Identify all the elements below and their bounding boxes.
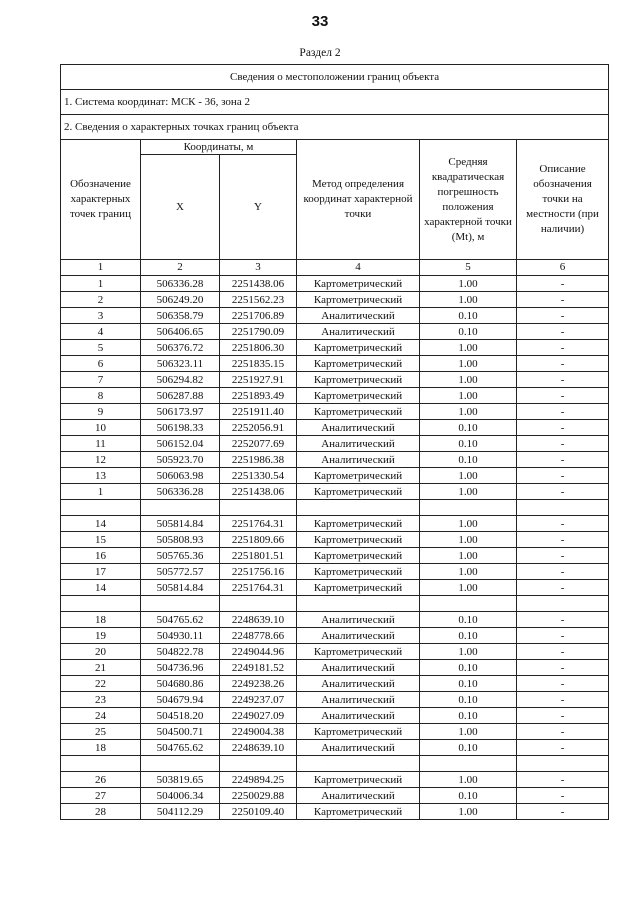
error-cell: 0.10 xyxy=(420,436,517,452)
description-cell: - xyxy=(517,628,609,644)
coord-system: 1. Система координат: МСК - 36, зона 2 xyxy=(61,90,609,115)
description-cell: - xyxy=(517,468,609,484)
empty-cell xyxy=(420,500,517,516)
empty-cell xyxy=(297,756,420,772)
description-cell: - xyxy=(517,708,609,724)
method-cell: Аналитический xyxy=(297,308,420,324)
y-cell: 2251438.06 xyxy=(220,484,297,500)
point-id-cell: 27 xyxy=(61,788,141,804)
empty-cell xyxy=(141,500,220,516)
point-id-cell: 5 xyxy=(61,340,141,356)
description-cell: - xyxy=(517,564,609,580)
point-id-cell: 7 xyxy=(61,372,141,388)
empty-cell xyxy=(141,596,220,612)
page-number: 33 xyxy=(311,13,329,30)
y-cell: 2249237.07 xyxy=(220,692,297,708)
error-cell: 1.00 xyxy=(420,468,517,484)
group-separator-row xyxy=(61,596,609,612)
table-row xyxy=(61,804,609,820)
method-cell: Аналитический xyxy=(297,324,420,340)
empty-cell xyxy=(420,596,517,612)
y-cell: 2251790.09 xyxy=(220,324,297,340)
point-id-cell: 26 xyxy=(61,772,141,788)
table-row xyxy=(61,324,609,340)
y-cell: 2252077.69 xyxy=(220,436,297,452)
table-row xyxy=(61,788,609,804)
table-row xyxy=(61,372,609,388)
x-cell: 504765.62 xyxy=(141,740,220,756)
error-cell: 0.10 xyxy=(420,692,517,708)
empty-cell xyxy=(420,756,517,772)
description-cell: - xyxy=(517,372,609,388)
description-cell: - xyxy=(517,692,609,708)
group-separator-row xyxy=(61,500,609,516)
x-cell: 503819.65 xyxy=(141,772,220,788)
method-cell: Картометрический xyxy=(297,404,420,420)
x-cell: 505923.70 xyxy=(141,452,220,468)
error-cell: 1.00 xyxy=(420,356,517,372)
error-cell: 1.00 xyxy=(420,516,517,532)
table-row xyxy=(61,660,609,676)
x-cell: 504112.29 xyxy=(141,804,220,820)
x-cell: 504736.96 xyxy=(141,660,220,676)
x-cell: 504679.94 xyxy=(141,692,220,708)
empty-cell xyxy=(297,500,420,516)
x-cell: 504930.11 xyxy=(141,628,220,644)
error-cell: 0.10 xyxy=(420,452,517,468)
error-cell: 1.00 xyxy=(420,772,517,788)
method-cell: Картометрический xyxy=(297,548,420,564)
point-id-cell: 3 xyxy=(61,308,141,324)
y-cell: 2251330.54 xyxy=(220,468,297,484)
empty-cell xyxy=(517,500,609,516)
point-id-cell: 1 xyxy=(61,484,141,500)
point-id-cell: 19 xyxy=(61,628,141,644)
error-cell: 1.00 xyxy=(420,548,517,564)
table-row xyxy=(61,340,609,356)
x-cell: 505814.84 xyxy=(141,516,220,532)
error-cell: 0.10 xyxy=(420,420,517,436)
x-cell: 505765.36 xyxy=(141,548,220,564)
error-cell: 0.10 xyxy=(420,324,517,340)
empty-cell xyxy=(297,596,420,612)
description-cell: - xyxy=(517,788,609,804)
description-cell: - xyxy=(517,324,609,340)
y-cell: 2251806.30 xyxy=(220,340,297,356)
description-cell: - xyxy=(517,772,609,788)
empty-cell xyxy=(517,756,609,772)
table-row xyxy=(61,548,609,564)
error-cell: 0.10 xyxy=(420,308,517,324)
x-cell: 505808.93 xyxy=(141,532,220,548)
table-row xyxy=(61,420,609,436)
column-number: 3 xyxy=(220,260,297,276)
table-row xyxy=(61,532,609,548)
x-cell: 506152.04 xyxy=(141,436,220,452)
table-row xyxy=(61,644,609,660)
point-id-cell: 15 xyxy=(61,532,141,548)
x-cell: 506323.11 xyxy=(141,356,220,372)
table-row xyxy=(61,516,609,532)
x-cell: 506336.28 xyxy=(141,484,220,500)
y-cell: 2248639.10 xyxy=(220,612,297,628)
table-row xyxy=(61,292,609,308)
point-id-cell: 18 xyxy=(61,740,141,756)
x-cell: 504680.86 xyxy=(141,676,220,692)
description-cell: - xyxy=(517,404,609,420)
point-id-cell: 23 xyxy=(61,692,141,708)
table-body xyxy=(61,276,609,820)
method-cell: Картометрический xyxy=(297,516,420,532)
group-separator-row xyxy=(61,756,609,772)
x-cell: 504822.78 xyxy=(141,644,220,660)
y-cell: 2251986.38 xyxy=(220,452,297,468)
method-cell: Аналитический xyxy=(297,420,420,436)
points-heading: 2. Сведения о характерных точках границ объекта xyxy=(61,115,609,140)
table-row xyxy=(61,452,609,468)
description-cell: - xyxy=(517,724,609,740)
error-cell: 0.10 xyxy=(420,708,517,724)
y-cell: 2252056.91 xyxy=(220,420,297,436)
y-cell: 2251809.66 xyxy=(220,532,297,548)
description-cell: - xyxy=(517,356,609,372)
x-cell: 505772.57 xyxy=(141,564,220,580)
method-cell: Картометрический xyxy=(297,372,420,388)
y-cell: 2251911.40 xyxy=(220,404,297,420)
point-id-cell: 17 xyxy=(61,564,141,580)
description-cell: - xyxy=(517,660,609,676)
point-id-cell: 11 xyxy=(61,436,141,452)
column-number: 1 xyxy=(61,260,141,276)
point-id-cell: 10 xyxy=(61,420,141,436)
header-error: Средняя квадратическая погрешность положения характерной точки (Mt), м xyxy=(420,140,517,260)
table-row xyxy=(61,564,609,580)
description-cell: - xyxy=(517,740,609,756)
point-id-cell: 8 xyxy=(61,388,141,404)
empty-cell xyxy=(141,756,220,772)
empty-cell xyxy=(61,756,141,772)
table-row xyxy=(61,612,609,628)
y-cell: 2250109.40 xyxy=(220,804,297,820)
x-cell: 506287.88 xyxy=(141,388,220,404)
error-cell: 1.00 xyxy=(420,532,517,548)
empty-cell xyxy=(220,596,297,612)
description-cell: - xyxy=(517,644,609,660)
header-description: Описание обозначения точки на местности (при наличии) xyxy=(517,140,609,260)
x-cell: 504500.71 xyxy=(141,724,220,740)
y-cell: 2251927.91 xyxy=(220,372,297,388)
x-cell: 504006.34 xyxy=(141,788,220,804)
table-row xyxy=(61,692,609,708)
empty-cell xyxy=(61,596,141,612)
error-cell: 1.00 xyxy=(420,564,517,580)
table-row xyxy=(61,676,609,692)
point-id-cell: 21 xyxy=(61,660,141,676)
x-cell: 504765.62 xyxy=(141,612,220,628)
description-cell: - xyxy=(517,548,609,564)
table-row xyxy=(61,308,609,324)
y-cell: 2249238.26 xyxy=(220,676,297,692)
description-cell: - xyxy=(517,452,609,468)
point-id-cell: 24 xyxy=(61,708,141,724)
method-cell: Аналитический xyxy=(297,692,420,708)
method-cell: Картометрический xyxy=(297,804,420,820)
x-cell: 504518.20 xyxy=(141,708,220,724)
point-id-cell: 4 xyxy=(61,324,141,340)
x-cell: 506336.28 xyxy=(141,276,220,292)
column-number: 6 xyxy=(517,260,609,276)
error-cell: 1.00 xyxy=(420,804,517,820)
error-cell: 0.10 xyxy=(420,676,517,692)
y-cell: 2251835.15 xyxy=(220,356,297,372)
method-cell: Картометрический xyxy=(297,276,420,292)
error-cell: 1.00 xyxy=(420,724,517,740)
error-cell: 0.10 xyxy=(420,788,517,804)
point-id-cell: 9 xyxy=(61,404,141,420)
error-cell: 0.10 xyxy=(420,612,517,628)
header-designation: Обозначение характерных точек границ xyxy=(61,140,141,260)
method-cell: Аналитический xyxy=(297,628,420,644)
error-cell: 1.00 xyxy=(420,404,517,420)
column-number: 2 xyxy=(141,260,220,276)
error-cell: 1.00 xyxy=(420,292,517,308)
table-row xyxy=(61,740,609,756)
method-cell: Аналитический xyxy=(297,708,420,724)
empty-cell xyxy=(220,500,297,516)
table-row xyxy=(61,436,609,452)
x-cell: 506249.20 xyxy=(141,292,220,308)
method-cell: Картометрический xyxy=(297,644,420,660)
method-cell: Картометрический xyxy=(297,388,420,404)
method-cell: Картометрический xyxy=(297,484,420,500)
y-cell: 2249044.96 xyxy=(220,644,297,660)
method-cell: Аналитический xyxy=(297,436,420,452)
description-cell: - xyxy=(517,292,609,308)
point-id-cell: 2 xyxy=(61,292,141,308)
table-row xyxy=(61,724,609,740)
description-cell: - xyxy=(517,340,609,356)
point-id-cell: 13 xyxy=(61,468,141,484)
error-cell: 1.00 xyxy=(420,580,517,596)
description-cell: - xyxy=(517,676,609,692)
table-row xyxy=(61,628,609,644)
x-cell: 505814.84 xyxy=(141,580,220,596)
point-id-cell: 16 xyxy=(61,548,141,564)
description-cell: - xyxy=(517,276,609,292)
description-cell: - xyxy=(517,532,609,548)
point-id-cell: 25 xyxy=(61,724,141,740)
table-row xyxy=(61,356,609,372)
point-id-cell: 12 xyxy=(61,452,141,468)
y-cell: 2249027.09 xyxy=(220,708,297,724)
column-number: 4 xyxy=(297,260,420,276)
header-x: X xyxy=(141,155,220,260)
point-id-cell: 14 xyxy=(61,516,141,532)
table-row xyxy=(61,388,609,404)
method-cell: Аналитический xyxy=(297,788,420,804)
x-cell: 506173.97 xyxy=(141,404,220,420)
y-cell: 2250029.88 xyxy=(220,788,297,804)
y-cell: 2251764.31 xyxy=(220,580,297,596)
y-cell: 2249894.25 xyxy=(220,772,297,788)
y-cell: 2251438.06 xyxy=(220,276,297,292)
error-cell: 1.00 xyxy=(420,644,517,660)
method-cell: Аналитический xyxy=(297,740,420,756)
y-cell: 2251756.16 xyxy=(220,564,297,580)
column-number: 5 xyxy=(420,260,517,276)
method-cell: Аналитический xyxy=(297,660,420,676)
y-cell: 2248639.10 xyxy=(220,740,297,756)
method-cell: Аналитический xyxy=(297,676,420,692)
method-cell: Картометрический xyxy=(297,580,420,596)
description-cell: - xyxy=(517,388,609,404)
method-cell: Картометрический xyxy=(297,724,420,740)
point-id-cell: 28 xyxy=(61,804,141,820)
description-cell: - xyxy=(517,612,609,628)
y-cell: 2251706.89 xyxy=(220,308,297,324)
x-cell: 506198.33 xyxy=(141,420,220,436)
x-cell: 506358.79 xyxy=(141,308,220,324)
y-cell: 2249004.38 xyxy=(220,724,297,740)
empty-cell xyxy=(220,756,297,772)
point-id-cell: 14 xyxy=(61,580,141,596)
method-cell: Картометрический xyxy=(297,468,420,484)
table-row xyxy=(61,484,609,500)
x-cell: 506063.98 xyxy=(141,468,220,484)
point-id-cell: 1 xyxy=(61,276,141,292)
header-y: Y xyxy=(220,155,297,260)
method-cell: Картометрический xyxy=(297,340,420,356)
method-cell: Картометрический xyxy=(297,772,420,788)
header-coordinates: Координаты, м xyxy=(141,140,297,155)
table-row xyxy=(61,580,609,596)
description-cell: - xyxy=(517,580,609,596)
description-cell: - xyxy=(517,516,609,532)
method-cell: Картометрический xyxy=(297,532,420,548)
y-cell: 2251893.49 xyxy=(220,388,297,404)
x-cell: 506406.65 xyxy=(141,324,220,340)
y-cell: 2251801.51 xyxy=(220,548,297,564)
x-cell: 506294.82 xyxy=(141,372,220,388)
error-cell: 0.10 xyxy=(420,660,517,676)
error-cell: 1.00 xyxy=(420,388,517,404)
description-cell: - xyxy=(517,484,609,500)
description-cell: - xyxy=(517,308,609,324)
table-row xyxy=(61,276,609,292)
table-row xyxy=(61,404,609,420)
method-cell: Аналитический xyxy=(297,612,420,628)
table-row xyxy=(61,708,609,724)
point-id-cell: 22 xyxy=(61,676,141,692)
error-cell: 1.00 xyxy=(420,372,517,388)
table-title: Сведения о местоположении границ объекта xyxy=(61,65,609,90)
description-cell: - xyxy=(517,420,609,436)
header-method: Метод определения координат характерной точки xyxy=(297,140,420,260)
description-cell: - xyxy=(517,436,609,452)
method-cell: Картометрический xyxy=(297,356,420,372)
point-id-cell: 6 xyxy=(61,356,141,372)
y-cell: 2248778.66 xyxy=(220,628,297,644)
section-title: Раздел 2 xyxy=(299,47,341,59)
y-cell: 2249181.52 xyxy=(220,660,297,676)
table-row xyxy=(61,772,609,788)
error-cell: 0.10 xyxy=(420,740,517,756)
point-id-cell: 20 xyxy=(61,644,141,660)
point-id-cell: 18 xyxy=(61,612,141,628)
y-cell: 2251764.31 xyxy=(220,516,297,532)
y-cell: 2251562.23 xyxy=(220,292,297,308)
error-cell: 0.10 xyxy=(420,628,517,644)
table-row xyxy=(61,468,609,484)
method-cell: Аналитический xyxy=(297,452,420,468)
x-cell: 506376.72 xyxy=(141,340,220,356)
error-cell: 1.00 xyxy=(420,276,517,292)
method-cell: Картометрический xyxy=(297,564,420,580)
empty-cell xyxy=(517,596,609,612)
boundary-table xyxy=(60,64,609,820)
empty-cell xyxy=(61,500,141,516)
method-cell: Картометрический xyxy=(297,292,420,308)
description-cell: - xyxy=(517,804,609,820)
error-cell: 1.00 xyxy=(420,340,517,356)
error-cell: 1.00 xyxy=(420,484,517,500)
